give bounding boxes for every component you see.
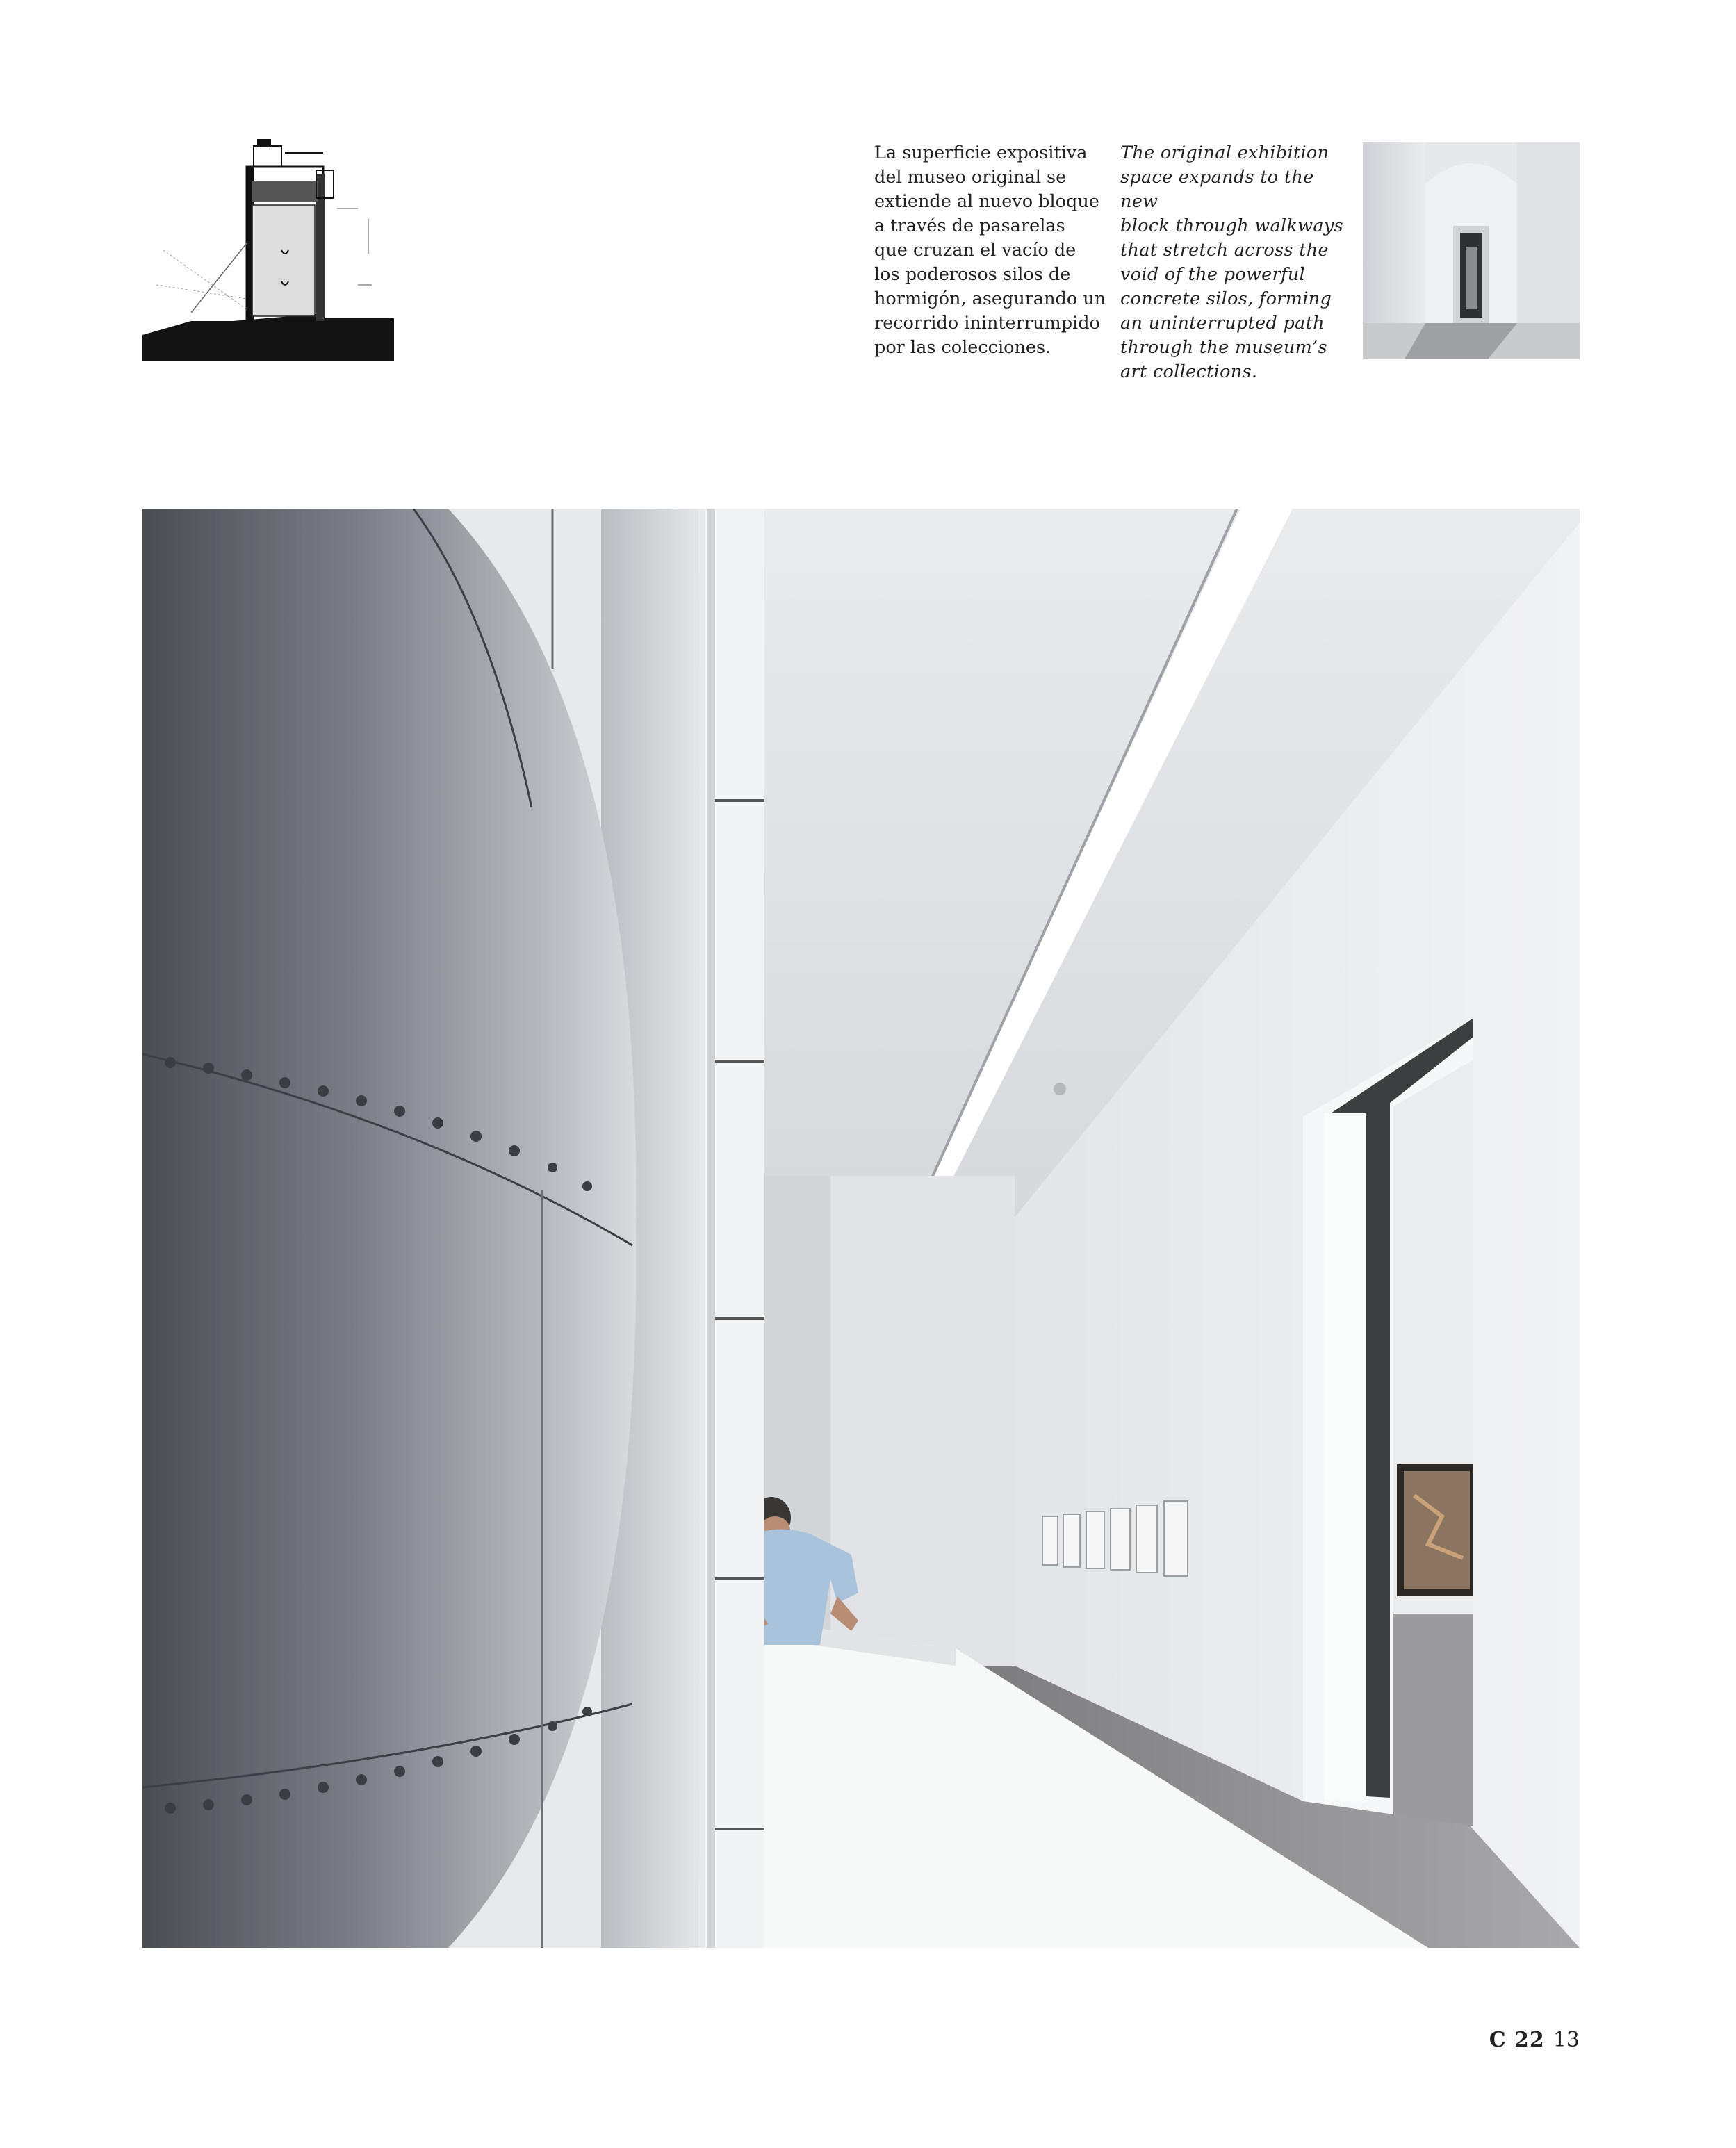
caption-spanish: La superficie expositiva del museo original se extiende al nuevo bloque a través de pasarelas que cruzan el vacío de los poderosos silos de hormigón, asegurando un recorrido ininterrumpido por las colecciones. xyxy=(874,142,1106,358)
magazine-issue-label: C 22 xyxy=(1489,2028,1545,2052)
page-number: 13 xyxy=(1553,2028,1580,2052)
architectural-section-drawing xyxy=(142,139,394,361)
page-folio xyxy=(1489,2028,1580,2052)
gallery-corridor-thumbnail xyxy=(1363,142,1580,359)
museum-gallery-photo xyxy=(142,509,1580,1948)
caption-english: The original exhibition space expands to the new block through walkways that stretch across the void of the powerful concrete silos, forming an uninterrupted path through the museum’s art collections. xyxy=(1120,142,1343,382)
